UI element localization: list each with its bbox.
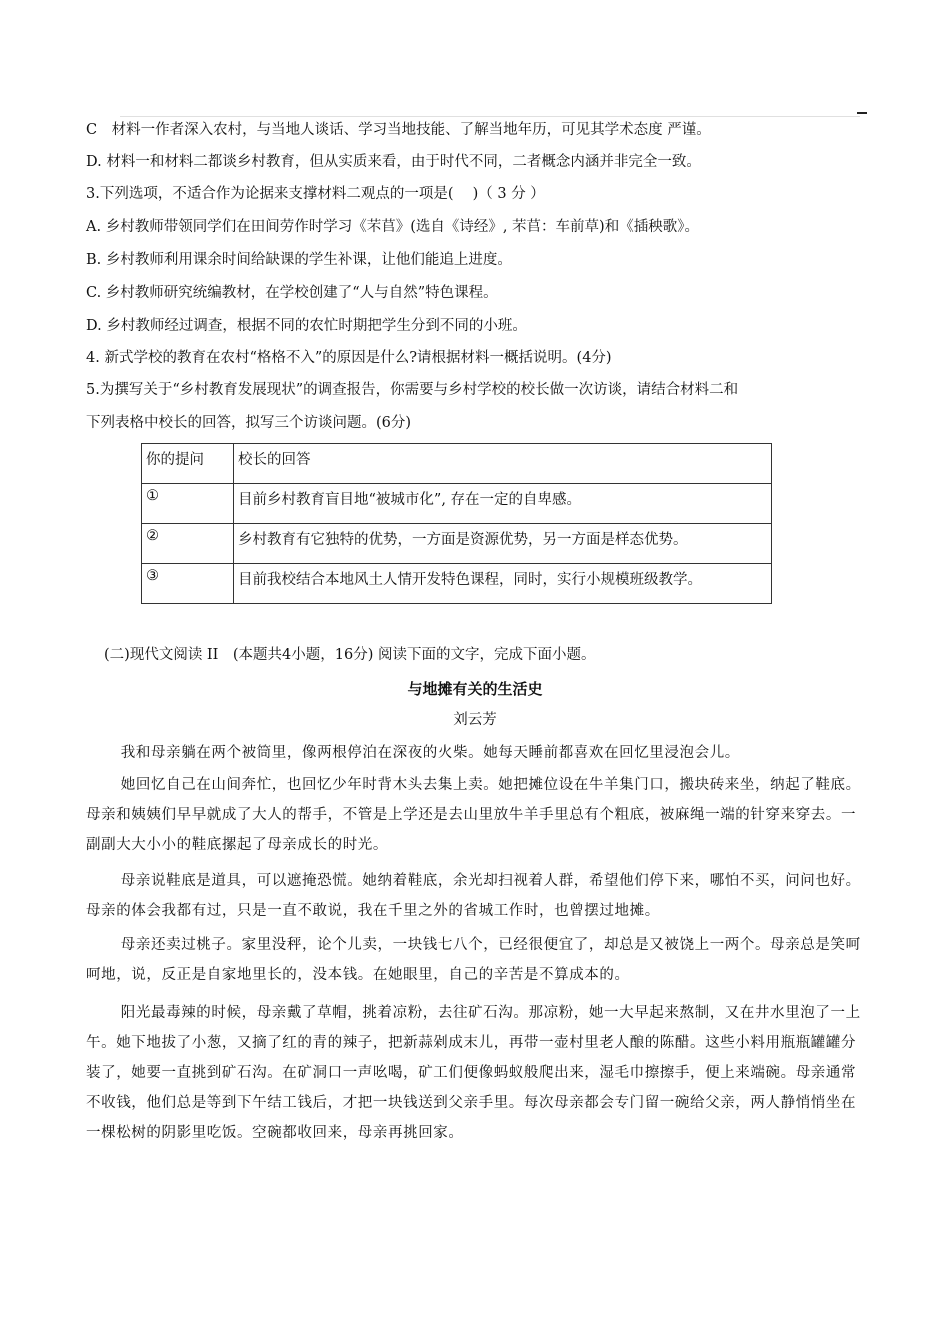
table-row (142, 564, 772, 604)
table-row (142, 484, 772, 524)
table-row (142, 524, 772, 564)
article-paragraph: 母亲说鞋底是道具，可以遮掩恐慌。她纳着鞋底，余光却扫视着人群，希望他们停下来，哪怕不买，问问也好。母亲的体会我都有过，只是一直不敢说，我在千里之外的省城工作时，也曾摆过地摊。 (86, 873, 861, 919)
question-3-option-b: B. 乡村教师利用课余时间给缺课的学生补课，让他们能追上进度。 (86, 252, 512, 268)
table-cell-answer: 目前我校结合本地风土人情开发特色课程，同时，实行小规模班级教学。 (234, 564, 772, 604)
question-3: 3.下列选项，不适合作为论据来支撑材料二观点的一项是( )（ 3 分 ） (86, 186, 545, 202)
table-cell-number: ③ (142, 564, 234, 604)
interview-table (141, 443, 772, 604)
table-header-cell: 校长的回答 (234, 444, 772, 484)
article-paragraph: 我和母亲躺在两个被筒里，像两根停泊在深夜的火柴。她每天睡前都喜欢在回忆里浸泡会儿。 (120, 745, 740, 761)
section-intro: (二)现代文阅读 II (本题共4小题，16分) 阅读下面的文字，完成下面小题。 (104, 647, 596, 663)
table-cell-number: ② (142, 524, 234, 564)
option-c: C 材料一作者深入农村，与当地人谈话、学习当地技能、了解当地年历，可见其学术态度 严谨。 (86, 122, 711, 138)
table-cell-answer: 目前乡村教育盲目地“被城市化”, 存在一定的自卑感。 (234, 484, 772, 524)
table-cell-number: ① (142, 484, 234, 524)
article-title: 与地摊有关的生活史 (407, 680, 543, 698)
table-header-cell: 你的提问 (142, 444, 234, 484)
table-cell-answer: 乡村教育有它独特的优势，一方面是资源优势，另一方面是样态优势。 (234, 524, 772, 564)
question-5-line-1: 5.为撰写关于“乡村教育发展现状”的调查报告，你需要与乡村学校的校长做一次访谈，请结合材料二和 (86, 382, 739, 398)
option-d: D. 材料一和材料二都谈乡村教育，但从实质来看，由于时代不同，二者概念内涵并非完全一致。 (86, 154, 701, 170)
question-3-option-a: A. 乡村教师带领同学们在田间劳作时学习《芣苢》(选自《诗经》, 芣苢：车前草)和《插秧歌》。 (86, 219, 699, 235)
page-mark (857, 112, 867, 114)
question-5-line-2: 下列表格中校长的回答，拟写三个访谈问题。(6分) (86, 415, 412, 431)
article-paragraph: 阳光最毒辣的时候，母亲戴了草帽，挑着凉粉，去往矿石沟。那凉粉，她一大早起来熬制，又在井水里泡了一上午。她下地拔了小葱，又摘了红的青的辣子，把新蒜剁成末儿，再带一壶村里老人酿的陈醋。这些小料用瓶瓶罐罐分装了，她要一直挑到矿石沟。在矿洞口一声吆喝，矿工们便像蚂蚁般爬出来，湿毛巾擦擦手，便上来端碗。母亲通常不收钱，他们总是等到下午结工钱后，才把一块钱送到父亲手里。每次母亲都会专门留一碗给父亲，两人静悄悄坐在一棵松树的阴影里吃饭。空碗都收回来，母亲再挑回家。 (86, 1005, 861, 1141)
header-rule (120, 116, 860, 117)
article-author: 刘云芳 (453, 712, 497, 728)
question-3-option-c: C. 乡村教师研究统编教材，在学校创建了“人与自然”特色课程。 (86, 285, 498, 301)
question-4: 4. 新式学校的教育在农村“格格不入”的原因是什么?请根据材料一概括说明。(4分) (86, 350, 612, 366)
article-paragraph: 母亲还卖过桃子。家里没秤，论个儿卖，一块钱七八个，已经很便宜了，却总是又被饶上一两个。母亲总是笑呵呵地，说，反正是自家地里长的，没本钱。在她眼里，自己的辛苦是不算成本的。 (86, 937, 861, 983)
question-3-option-d: D. 乡村教师经过调查，根据不同的农忙时期把学生分到不同的小班。 (86, 318, 527, 334)
table-header-row (142, 444, 772, 484)
article-paragraph: 她回忆自己在山间奔忙，也回忆少年时背木头去集上卖。她把摊位设在牛羊集门口，搬块砖来坐，纳起了鞋底。母亲和姨姨们早早就成了大人的帮手，不管是上学还是去山里放牛羊手里总有个粗底，被麻绳一端的针穿来穿去。一副副大大小小的鞋底摞起了母亲成长的时光。 (86, 777, 861, 853)
